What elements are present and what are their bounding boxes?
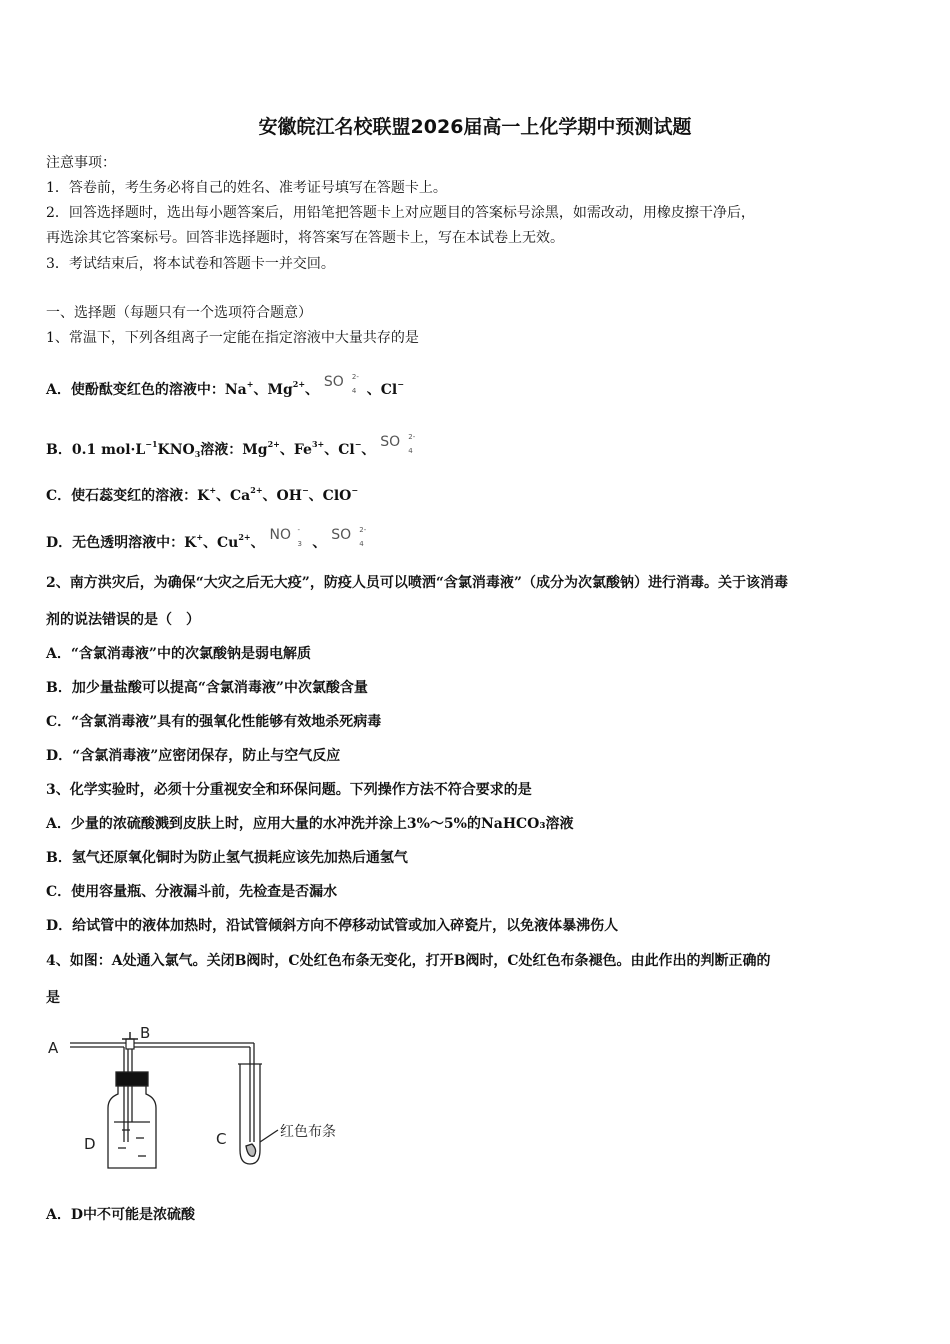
q3-option-a: A．少量的浓硫酸溅到皮肤上时，应用大量的水冲洗并涂上3%～5%的NaHCO₃溶液 bbox=[46, 816, 574, 832]
label-d: D bbox=[84, 1135, 96, 1153]
q1-option-b: B．0.1 $mol\cdot L^{-1}KNO_3$溶液：$Mg^{2+}$、$Fe^{3+}$、Cl−、 SO 2- 4 bbox=[46, 432, 418, 464]
q1-option-a: A．使酚酞变红色的溶液中：Na+、$Mg^{2+}$、 SO 2- 4 、Cl− bbox=[46, 373, 404, 398]
label-b: B bbox=[140, 1024, 151, 1042]
q4-stem-1: 4、如图：A处通入氯气。关闭B阀时，C处红色布条无变化，打开B阀时，C处红色布条褪色。由此作出的判断正确的 bbox=[46, 953, 771, 969]
q2-option-b: B．加少量盐酸可以提高“含氯消毒液”中次氯酸含量 bbox=[46, 680, 368, 696]
sulfate-ion: SO 2- 4 bbox=[331, 526, 367, 548]
q2-stem-2: 剂的说法错误的是（ ） bbox=[46, 612, 200, 628]
q1-option-d: D．无色透明溶液中：K+、$Cu^{2+}$、 NO - 3 、 SO 2- 4 bbox=[46, 525, 369, 553]
note-1: 1．答卷前，考生务必将自己的姓名、准考证号填写在答题卡上。 bbox=[46, 180, 447, 196]
q1-option-c: C．使石蕊变红的溶液：K+、$Ca^{2+}$、OH−、ClO− bbox=[46, 485, 359, 504]
outlet-pipe bbox=[128, 1043, 254, 1142]
section-heading: 一、选择题（每题只有一个选项符合题意） bbox=[46, 305, 312, 321]
note-2b: 再选涂其它答案标号。回答非选择题时，将答案写在答题卡上，写在本试卷上无效。 bbox=[46, 230, 564, 246]
inlet-pipe bbox=[70, 1043, 128, 1142]
note-2a: 2．回答选择题时，选出每小题答案后，用铅笔把答题卡上对应题目的答案标号涂黑，如需改动，用橡皮擦干净后， bbox=[46, 205, 755, 221]
sulfate-ion: SO 2- 4 bbox=[323, 373, 359, 395]
label-red-cloth-strip: 红色布条 bbox=[280, 1124, 336, 1140]
q2-stem-1: 2、南方洪灾后，为确保“大灾之后无大疫”，防疫人员可以喷洒“含氯消毒液”（成分为次氯酸钠）进行消毒。关于该消毒 bbox=[46, 575, 788, 591]
q4-stem-2: 是 bbox=[46, 990, 60, 1006]
q3-option-d: D．给试管中的液体加热时，沿试管倾斜方向不停移动试管或加入碎瓷片，以免液体暴沸伤人 bbox=[46, 918, 619, 934]
q4-option-a: A．D中不可能是浓硫酸 bbox=[46, 1207, 196, 1223]
q3-stem: 3、化学实验时，必须十分重视安全和环保问题。下列操作方法不符合要求的是 bbox=[46, 782, 532, 798]
page-title: 安徽皖江名校联盟2026届高一上化学期中预测试题 bbox=[258, 116, 692, 138]
q1-stem: 1、常温下，下列各组离子一定能在指定溶液中大量共存的是 bbox=[46, 330, 419, 346]
label-c: C bbox=[216, 1130, 227, 1148]
chlorine-apparatus-diagram bbox=[44, 1022, 364, 1172]
q3-option-c: C．使用容量瓶、分液漏斗前，先检查是否漏水 bbox=[46, 884, 338, 900]
q2-option-d: D．“含氯消毒液”应密闭保存，防止与空气反应 bbox=[46, 748, 341, 764]
label-a: A bbox=[48, 1039, 59, 1057]
sulfate-ion: SO 2- 4 bbox=[380, 433, 416, 455]
q3-option-b: B．氢气还原氧化铜时为防止氢气损耗应该先加热后通氢气 bbox=[46, 850, 408, 866]
notes-heading: 注意事项： bbox=[46, 155, 116, 171]
note-3: 3．考试结束后，将本试卷和答题卡一并交回。 bbox=[46, 256, 335, 272]
q2-option-c: C．“含氯消毒液”具有的强氧化性能够有效地杀死病毒 bbox=[46, 714, 382, 730]
test-tube-c bbox=[238, 1064, 278, 1164]
nitrate-ion: NO - 3 bbox=[269, 526, 302, 548]
q2-option-a: A．“含氯消毒液”中的次氯酸钠是弱电解质 bbox=[46, 646, 311, 662]
